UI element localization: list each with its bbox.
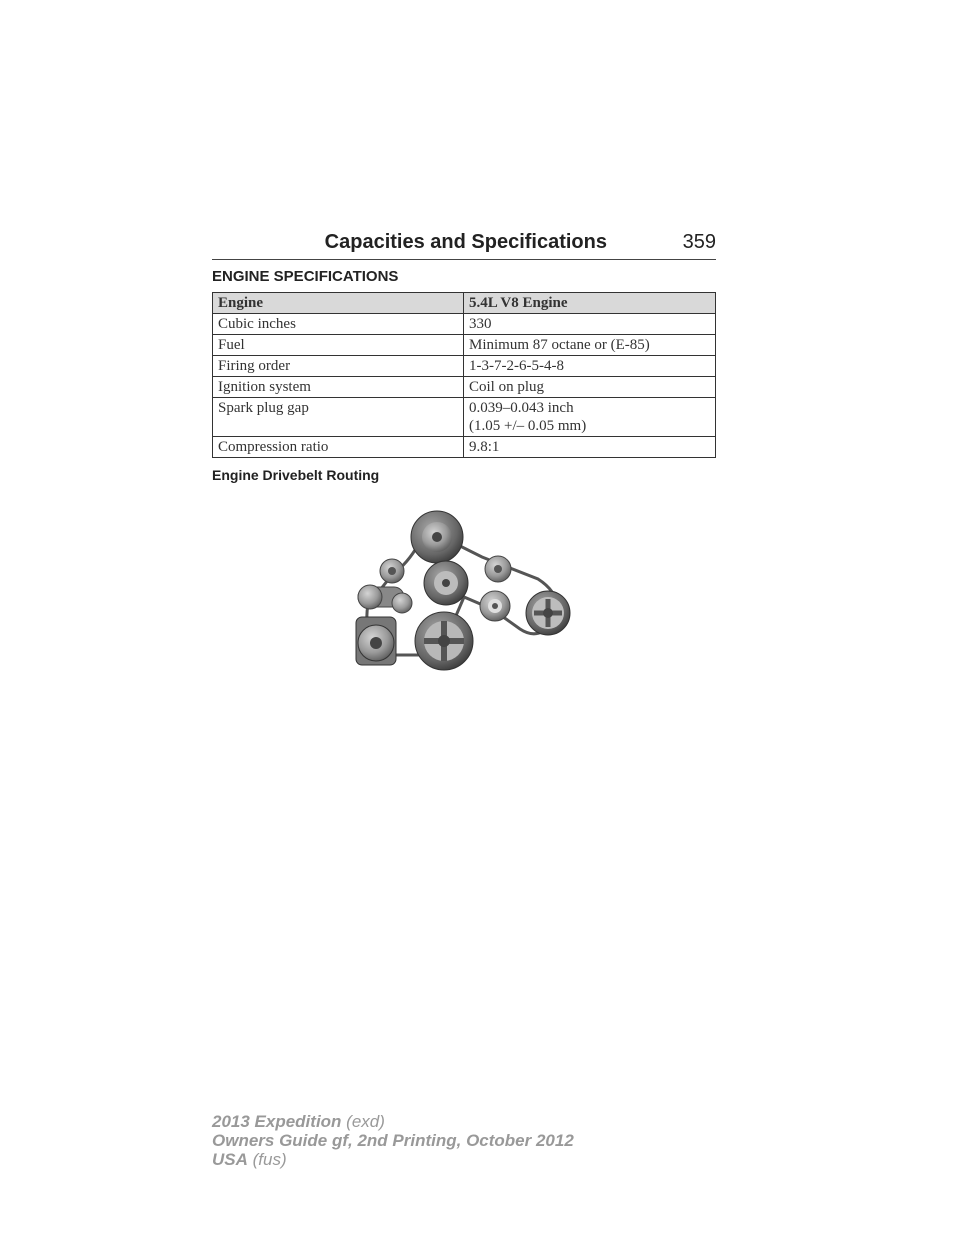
table-row: [213, 356, 716, 377]
table-cell-label: Cubic inches: [213, 314, 464, 335]
page-number: 359: [682, 231, 716, 253]
table-header-cell: Engine: [213, 293, 464, 314]
table-row: [213, 377, 716, 398]
section-heading: ENGINE SPECIFICATIONS: [212, 268, 399, 285]
footer-market-code: (fus): [247, 1150, 287, 1169]
table-cell-value-line: (1.05 +/– 0.05 mm): [469, 418, 587, 434]
drivebelt-diagram: [352, 505, 574, 673]
table-row: [213, 398, 716, 437]
idler-pulley: [380, 559, 404, 583]
table-row: [213, 437, 716, 458]
table-cell-value: 330: [464, 314, 716, 335]
table-cell-label: Ignition system: [213, 377, 464, 398]
table-cell-value: 1-3-7-2-6-5-4-8: [464, 356, 716, 377]
table-header-cell: 5.4L V8 Engine: [464, 293, 716, 314]
ac-compressor-pulley: [356, 617, 396, 665]
table-cell-value: Coil on plug: [464, 377, 716, 398]
table-row: [213, 314, 716, 335]
crankshaft-pulley: [415, 612, 473, 670]
drivebelt-heading: Engine Drivebelt Routing: [212, 467, 380, 483]
table-cell-label: Spark plug gap: [213, 398, 464, 437]
tensioner-pulley: [358, 585, 412, 613]
drivebelt-routing-illustration: [352, 505, 574, 673]
table-cell-label: Fuel: [213, 335, 464, 356]
footer-model: 2013 Expedition: [212, 1112, 342, 1131]
table-cell-label: Firing order: [213, 356, 464, 377]
center-pulley: [424, 561, 468, 605]
footer-line: [212, 1150, 574, 1169]
footer-market: USA: [212, 1150, 248, 1169]
water-pump-pulley: [411, 511, 463, 563]
page-title: Capacities and Specifications: [324, 231, 607, 253]
footer-line: [212, 1112, 574, 1131]
engine-spec-table: [212, 292, 716, 458]
table-cell-value: 9.8:1: [464, 437, 716, 458]
alternator-pulley: [480, 591, 510, 621]
table-row: [213, 335, 716, 356]
table-cell-value: [464, 398, 716, 437]
page-header: [212, 228, 716, 260]
footer-model-code: (exd): [341, 1112, 385, 1131]
page-footer: [212, 1112, 574, 1169]
power-steering-pulley: [526, 591, 570, 635]
footer-line: Owners Guide gf, 2nd Printing, October 2012: [212, 1131, 574, 1150]
table-header-row: [213, 293, 716, 314]
table-cell-value: Minimum 87 octane or (E-85): [464, 335, 716, 356]
idler-pulley: [485, 556, 511, 582]
table-cell-value-line: 0.039–0.043 inch: [469, 400, 574, 416]
table-cell-label: Compression ratio: [213, 437, 464, 458]
